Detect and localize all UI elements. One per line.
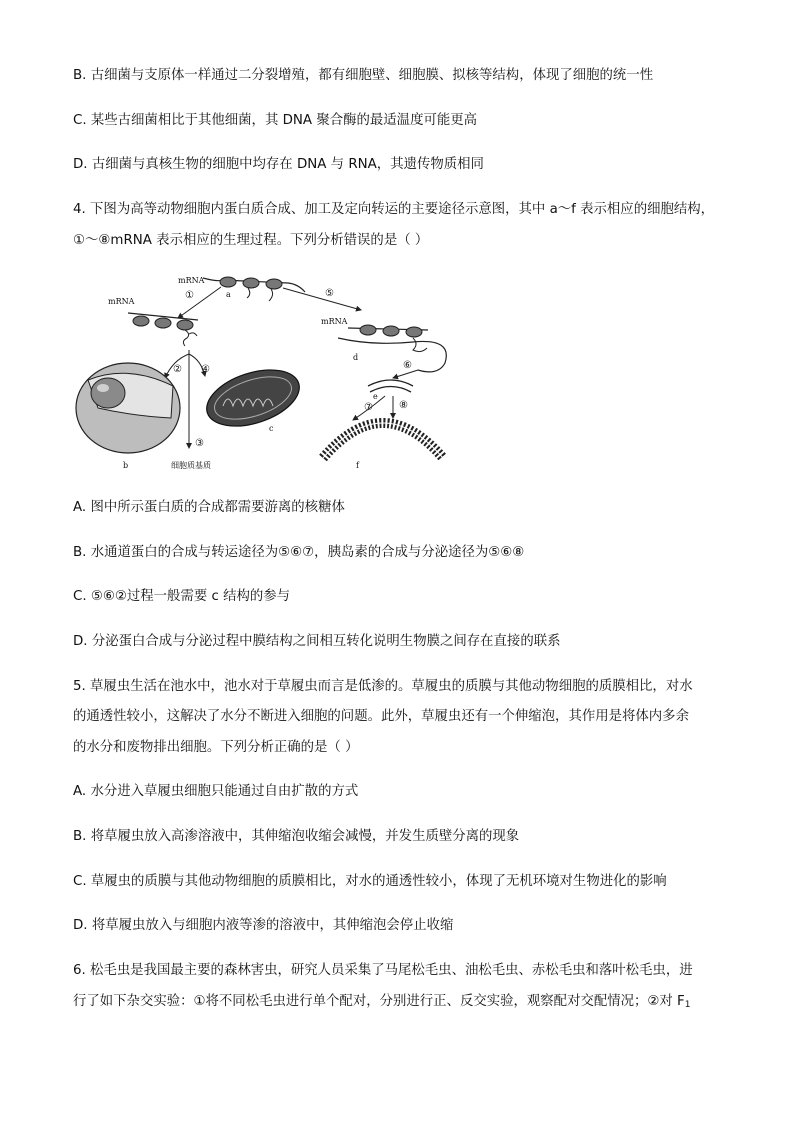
mrna-left-label: mRNA xyxy=(108,297,135,306)
q5-stem-line2: 的通透性较小，这解决了水分不断进入细胞的问题。此外，草履虫还有一个伸缩泡，其作用是将体内多余 xyxy=(73,709,689,724)
label-f: f xyxy=(356,461,359,470)
mitochondrion-c xyxy=(200,359,307,436)
mrna-right-label: mRNA xyxy=(321,317,348,326)
q5-option-b: B. 将草履虫放入高渗溶液中，其伸缩泡收缩会减慢，并发生质壁分离的现象 xyxy=(73,829,520,844)
q5-option-a: A. 水分进入草履虫细胞只能通过自由扩散的方式 xyxy=(73,784,359,799)
q6-stem-line1: 6. 松毛虫是我国最主要的森林害虫，研究人员采集了马尾松毛虫、油松毛虫、赤松毛虫和落叶松毛虫，进 xyxy=(73,963,693,978)
q6-stem-line2 xyxy=(73,992,691,1015)
step3-label: ③ xyxy=(195,438,204,449)
ribosome-group-a xyxy=(220,277,282,289)
label-e: e xyxy=(373,392,378,401)
label-a: a xyxy=(226,290,231,299)
q4-stem-line2: ①～⑧mRNA 表示相应的生理过程。下列分析错误的是（ ） xyxy=(73,233,429,248)
f1-subscript: 1 xyxy=(684,1000,691,1010)
q3-option-b: B. 古细菌与支原体一样通过二分裂增殖，都有细胞壁、细胞膜、拟核等结构，体现了细胞的统一性 xyxy=(73,68,654,83)
q3-option-d: D. 古细菌与真核生物的细胞中均存在 DNA 与 RNA，其遗传物质相同 xyxy=(73,157,484,172)
golgi-e xyxy=(368,380,413,392)
q3-option-c: C. 某些古细菌相比于其他细菌，其 DNA 聚合酶的最适温度可能更高 xyxy=(73,113,478,128)
label-c: c xyxy=(269,424,274,433)
q4-option-b: B. 水通道蛋白的合成与转运途径为⑤⑥⑦，胰岛素的合成与分泌途径为⑤⑥⑧ xyxy=(73,545,525,560)
q5-stem-line3: 的水分和废物排出细胞。下列分析正确的是（ ） xyxy=(73,740,359,755)
label-d: d xyxy=(353,353,359,362)
q5-stem-line1: 5. 草履虫生活在池水中，池水对于草履虫而言是低渗的。草履虫的质膜与其他动物细胞的质膜相比，对水 xyxy=(73,679,693,694)
arrow-step6 xyxy=(393,370,418,378)
arrow-step5 xyxy=(283,288,361,310)
protein-pathway-figure xyxy=(73,268,443,470)
step1-label: ① xyxy=(185,290,194,301)
step2-label: ② xyxy=(173,364,182,375)
step7-label: ⑦ xyxy=(364,402,373,413)
step5-label: ⑤ xyxy=(325,288,334,299)
q4-option-a: A. 图中所示蛋白质的合成都需要游离的核糖体 xyxy=(73,500,345,515)
q5-option-c: C. 草履虫的质膜与其他动物细胞的质膜相比，对水的通透性较小，体现了无机环境对生物进化的影响 xyxy=(73,874,667,889)
nucleus-b xyxy=(76,363,180,453)
q4-stem-line1: 4. 下图为高等动物细胞内蛋白质合成、加工及定向转运的主要途径示意图，其中 a～f 表示相应的细胞结构， xyxy=(73,202,715,217)
step8-label: ⑧ xyxy=(399,400,408,411)
q6-stem-line2-text: 行了如下杂交实验：①将不同松毛虫进行单个配对，分别进行正、反交实验，观察配对交配情况；②对 F xyxy=(73,994,685,1009)
cytoplasm-label: 细胞质基质 xyxy=(171,461,211,470)
label-b: b xyxy=(123,461,129,470)
ribosome-group-d xyxy=(360,325,422,337)
step6-label: ⑥ xyxy=(403,360,412,371)
step4-label: ④ xyxy=(201,364,210,375)
q4-option-c: C. ⑤⑥②过程一般需要 c 结构的参与 xyxy=(73,589,291,604)
cell-membrane-f xyxy=(323,423,443,458)
mrna-top-label: mRNA xyxy=(178,276,205,285)
q5-option-d: D. 将草履虫放入与细胞内液等渗的溶液中，其伸缩泡会停止收缩 xyxy=(73,918,454,933)
q4-option-d: D. 分泌蛋白合成与分泌过程中膜结构之间相互转化说明生物膜之间存在直接的联系 xyxy=(73,634,561,649)
